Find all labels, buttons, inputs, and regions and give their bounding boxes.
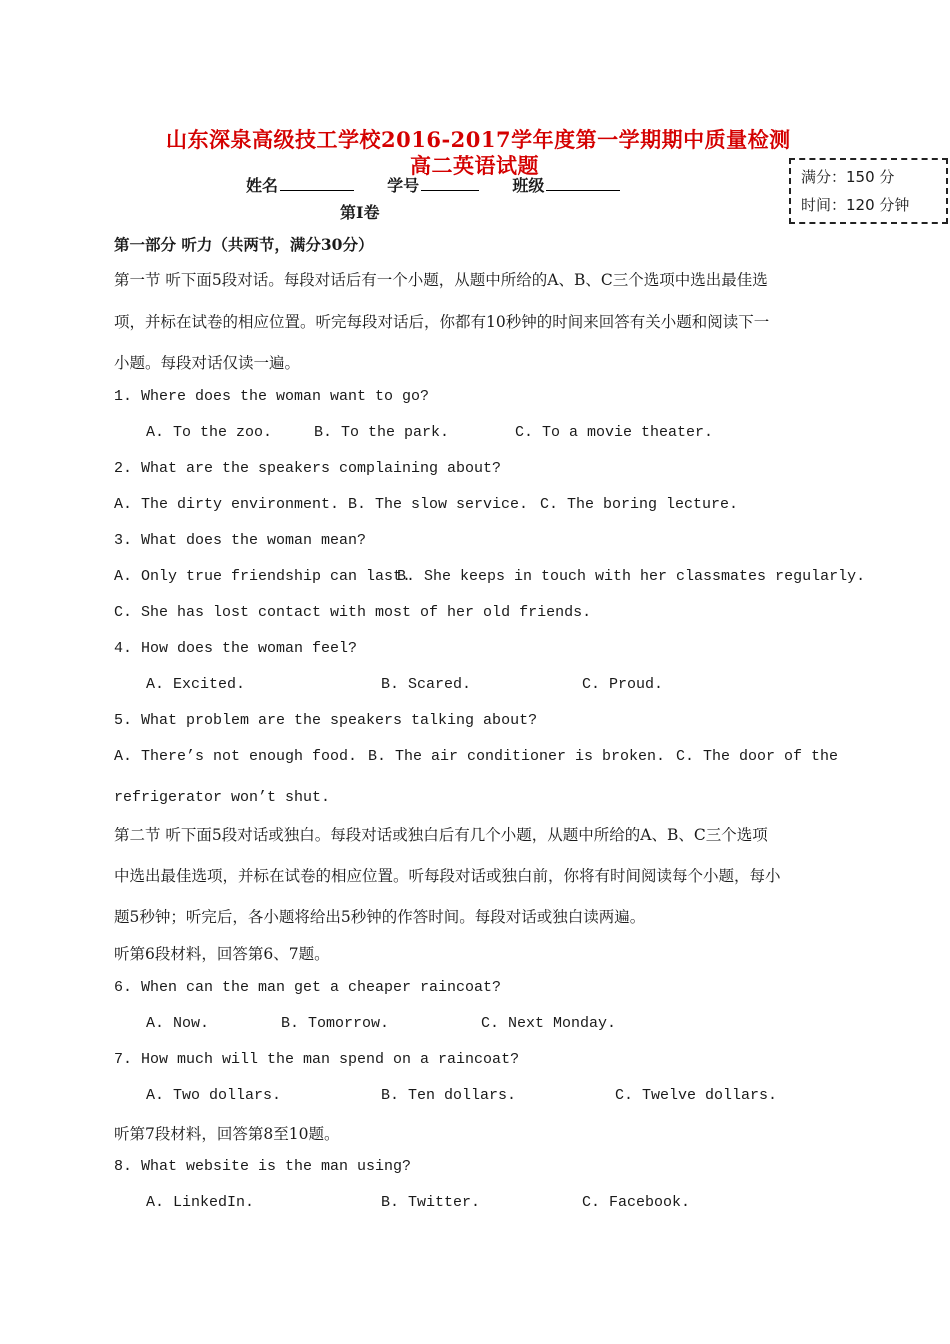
option-7c[interactable]: C. Twelve dollars. [615,1087,778,1104]
option-2c[interactable]: C. The boring lecture. [540,496,739,513]
class-blank[interactable] [546,174,620,191]
part1-heading: 第一部分 听力（共两节，满分30分） [114,235,374,254]
exam-title: 山东深泉高级技工学校2016-2017学年度第一学期期中质量检测 [166,127,791,152]
option-8a[interactable]: A. LinkedIn. [146,1194,255,1211]
option-6a[interactable]: A. Now. [146,1015,210,1032]
option-7b[interactable]: B. Ten dollars. [381,1087,517,1104]
id-blank[interactable] [421,174,479,191]
question-8: 8. What website is the man using? [114,1158,412,1175]
option-4b[interactable]: B. Scared. [381,676,472,693]
option-3b[interactable]: B. She keeps in touch with her classmates regularly. [397,568,866,585]
option-3c[interactable]: C. She has lost contact with most of her old friends. [114,604,592,621]
section2-instruction-line: 中选出最佳选项，并标在试卷的相应位置。听每段对话或独白前，你将有时间阅读每个小题，每小 [114,867,781,885]
question-2: 2. What are the speakers complaining about? [114,460,502,477]
section1-instruction-line: 第一节 听下面5段对话。每段对话后有一个小题，从题中所给的A、B、C三个选项中选出最佳选 [114,271,768,289]
section1-instruction-line: 项，并标在试卷的相应位置。听完每段对话后，你都有10秒钟的时间来回答有关小题和阅读下一 [114,313,770,331]
option-4c[interactable]: C. Proud. [582,676,664,693]
class-label: 班级 [512,176,545,195]
exam-time: 时间：120 分钟 [801,196,910,214]
option-5b[interactable]: B. The air conditioner is broken. [368,748,666,765]
option-1a[interactable]: A. To the zoo. [146,424,273,441]
option-4a[interactable]: A. Excited. [146,676,246,693]
option-5c-continued: refrigerator won’t shut. [114,789,331,806]
option-6b[interactable]: B. Tomorrow. [281,1015,390,1032]
option-2b[interactable]: B. The slow service. [348,496,529,513]
full-marks: 满分：150 分 [801,168,895,186]
name-label: 姓名 [246,176,279,195]
option-1c[interactable]: C. To a movie theater. [515,424,714,441]
material-7-heading: 听第7段材料，回答第8至10题。 [114,1125,340,1143]
option-3a[interactable]: A. Only true friendship can last. [114,568,412,585]
volume-label: 第I卷 [340,203,380,222]
section2-instruction-line: 题5秒钟；听完后，各小题将给出5秒钟的作答时间。每段对话或独白读两遍。 [114,908,646,926]
id-label: 学号 [387,176,420,195]
option-8c[interactable]: C. Facebook. [582,1194,691,1211]
option-8b[interactable]: B. Twitter. [381,1194,481,1211]
question-5: 5. What problem are the speakers talking about? [114,712,538,729]
student-info-row [246,173,620,196]
name-blank[interactable] [280,174,354,191]
question-3: 3. What does the woman mean? [114,532,367,549]
option-5c[interactable]: C. The door of the [676,748,839,765]
option-6c[interactable]: C. Next Monday. [481,1015,617,1032]
exam-subtitle: 高二英语试题 [410,153,539,178]
option-5a[interactable]: A. There’s not enough food. [114,748,358,765]
question-6: 6. When can the man get a cheaper raincoat? [114,979,502,996]
material-6-heading: 听第6段材料，回答第6、7题。 [114,945,330,963]
question-7: 7. How much will the man spend on a raincoat? [114,1051,520,1068]
option-1b[interactable]: B. To the park. [314,424,450,441]
option-7a[interactable]: A. Two dollars. [146,1087,282,1104]
section2-instruction-line: 第二节 听下面5段对话或独白。每段对话或独白后有几个小题，从题中所给的A、B、C三个选项 [114,826,768,844]
question-1: 1. Where does the woman want to go? [114,388,430,405]
question-4: 4. How does the woman feel? [114,640,358,657]
option-2a[interactable]: A. The dirty environment. [114,496,340,513]
score-box [789,158,948,224]
section1-instruction-line: 小题。每段对话仅读一遍。 [114,354,301,372]
